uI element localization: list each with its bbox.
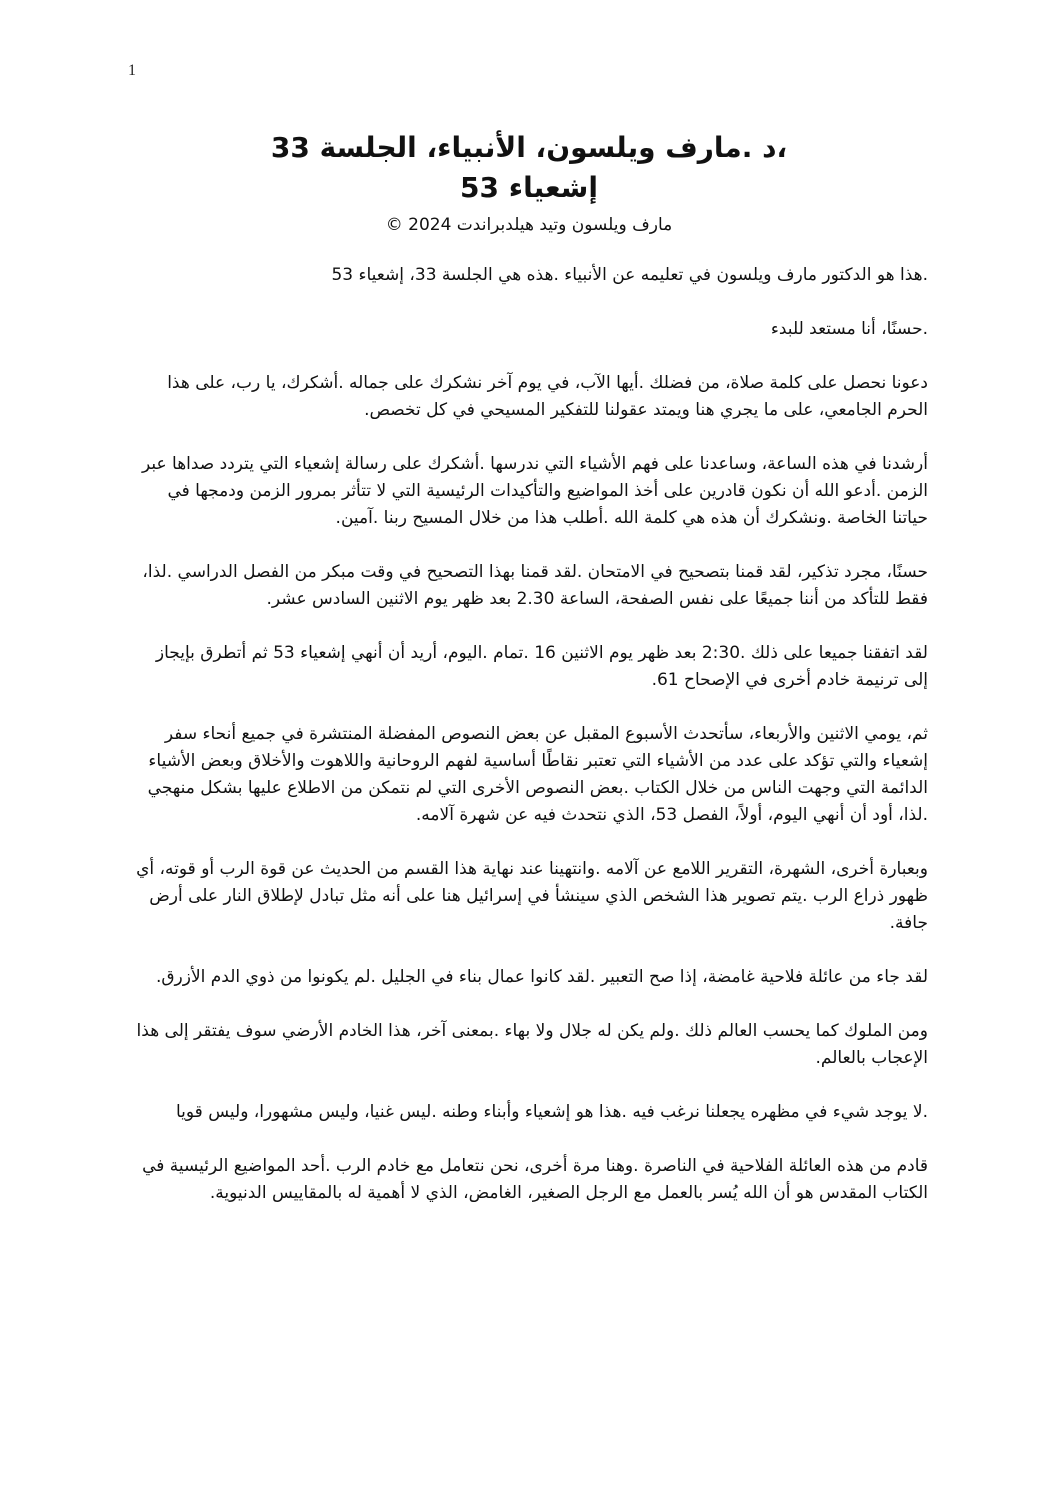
paragraph-prayer-2: أرشدنا في هذه الساعة، وساعدنا على فهم الأشياء التي ندرسها .أشكرك على رسالة إشعياء التي يتردد صداها عبر الزمن .أدعو الله أن نكون قادرين على أخذ المواضيع والتأكيدات الرئيسية التي لا تتأثر بمرور الزمن ودمجها في حياتنا الخاصة .ونشكرك أن هذه هي كلمة الله .أطلب هذا من خلال المسيح ربنا .آمين. (141, 454, 928, 528)
paragraph-appearance: .لا يوجد شيء في مظهره يجعلنا نرغب فيه .هذا هو إشعياء وأبناء وطنه .ليس غنيا، وليس مشهورا، وليس قويا (175, 1102, 928, 1122)
paragraph-kings: ومن الملوك كما يحسب العالم ذلك .ولم يكن له جلال ولا بهاء .بمعنى آخر، هذا الخادم الأرضي سوف يفتقر إلى هذا الإعجاب بالعالم. (136, 1021, 928, 1068)
paragraph-peasant-family: لقد جاء من عائلة فلاحية غامضة، إذا صح التعبير .لقد كانوا عمال بناء في الجليل .لم يكونوا من ذوي الدم الأزرق. (155, 967, 928, 987)
paragraph-ready: .حسنًا، أنا مستعد للبدء (770, 319, 928, 339)
paragraph-exam-reminder: حسنًا، مجرد تذكير، لقد قمنا بتصحيح في الامتحان .لقد قمنا بهذا التصحيح في وقت مبكر من الفصل الدراسي .لذا، فقط للتأكد من أننا جميعًا على نفس الصفحة، الساعة 2.30 بعد ظهر يوم الاثنين السادس عشر. (142, 562, 928, 609)
copyright-line: مارف ويلسون وتيد هيلدبراندت 2024 © (385, 215, 673, 235)
document-title-line-1: ،د .مارف ويلسون، الأنبياء، الجلسة 33 (270, 131, 788, 164)
paragraph-prayer-1: دعونا نحصل على كلمة صلاة، من فضلك .أيها الآب، في يوم آخر نشكرك على جماله .أشكرك، يا رب، على هذا الحرم الجامعي، على ما يجري هنا ويمتد عقولنا للتفكير المسيحي في كل تخصص. (167, 373, 928, 420)
paragraph-fame: وبعبارة أخرى، الشهرة، التقرير اللامع عن آلامه .وانتهينا عند نهاية هذا القسم من الحديث عن قوة الرب أو قوته، أي ظهور ذراع الرب .يتم تصوير هذا الشخص الذي سينشأ في إسرائيل هنا على أنه مثل تبادل لإطلاق النار على أرض جافة. (136, 859, 928, 933)
page-number: 1 (128, 62, 136, 79)
paragraph-nazareth: قادم من هذه العائلة الفلاحية في الناصرة .وهنا مرة أخرى، نحن نتعامل مع خادم الرب .أحد المواضيع الرئيسية في الكتاب المقدس هو أن الله يُسر بالعمل مع الرجل الصغير، الغامض، الذي لا أهمية له بالمقاييس الدنيوية. (142, 1156, 928, 1203)
paragraph-intro: .هذا هو الدكتور مارف ويلسون في تعليمه عن الأنبياء .هذه هي الجلسة 33، إشعياء 53 (331, 265, 928, 285)
document-title-line-2: إشعياء 53 (460, 171, 598, 204)
document-header (0, 128, 1058, 238)
document-body (128, 262, 928, 1234)
paragraph-schedule: لقد اتفقنا جميعا على ذلك .2:30 بعد ظهر يوم الاثنين 16 .تمام .اليوم، أريد أن أنهي إشعياء 53 ثم أتطرق بإيجاز إلى ترنيمة خادم أخرى في الإصحاح 61. (155, 643, 928, 690)
paragraph-next-week: ثم، يومي الاثنين والأربعاء، سأتحدث الأسبوع المقبل عن بعض النصوص المفضلة المنتشرة في جميع أنحاء سفر إشعياء والتي تؤكد على عدد من الأشياء التي تعتبر نقاطًا أساسية لفهم الروحانية واللاهوت والأخلاق وبعض الأشياء الدائمة التي وجهت الناس من خلال الكتاب .بعض النصوص الأخرى التي لم نتمكن من الاطلاع عليها بشكل منهجي .لذا، أود أن أنهي اليوم، أولاً، الفصل 53، الذي نتحدث فيه عن شهرة آلامه. (147, 724, 928, 825)
